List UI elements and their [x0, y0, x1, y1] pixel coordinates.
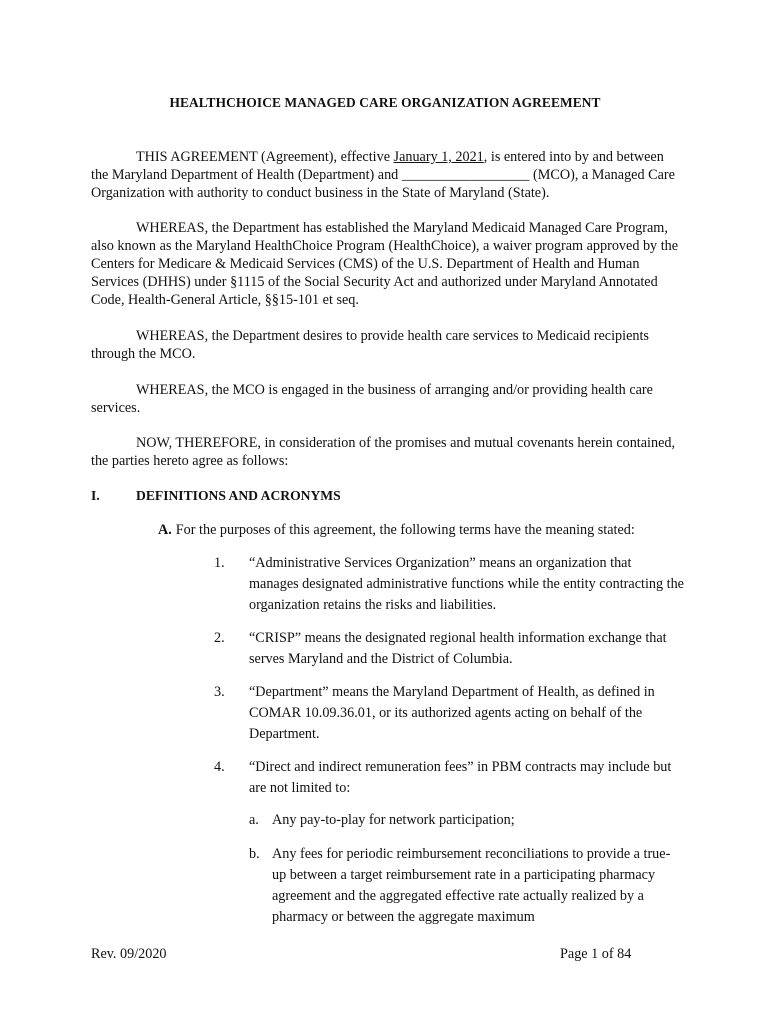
- whereas-paragraph-2: [91, 327, 681, 363]
- sub-item-letter: b.: [249, 846, 260, 862]
- definition-text: “Administrative Services Organization” means an organization that manages designated administrative functions while the entity contracting the organization retains the risks and liabilities.: [249, 555, 684, 613]
- definition-text: “CRISP” means the designated regional health information exchange that serves Maryland and the District of Columbia.: [249, 630, 667, 667]
- definition-number: 3.: [214, 684, 225, 700]
- section-number: I.: [91, 488, 100, 503]
- sub-item-text: Any pay-to-play for network participation;: [272, 812, 515, 828]
- section-title: DEFINITIONS AND ACRONYMS: [136, 488, 341, 503]
- sub-item-letter: a.: [249, 812, 259, 828]
- whereas-paragraph-1: [91, 219, 681, 309]
- effective-date: January 1, 2021: [393, 149, 484, 165]
- now-therefore-text: NOW, THEREFORE, in consideration of the promises and mutual covenants herein contained, the parties hereto agree as follows:: [91, 435, 676, 469]
- whereas-paragraph-3: [91, 381, 681, 417]
- page-title: HEALTHCHOICE MANAGED CARE ORGANIZATION AGREEMENT: [169, 95, 601, 110]
- subsection-a: [158, 521, 678, 539]
- intro-text-start: THIS AGREEMENT (Agreement), effective: [136, 149, 394, 165]
- whereas-text-2: WHEREAS, the Department desires to provide health care services to Medicaid recipients through the MCO.: [91, 328, 649, 362]
- now-therefore-paragraph: [91, 434, 681, 470]
- definition-text: “Direct and indirect remuneration fees” in PBM contracts may include but are not limited to:: [249, 759, 672, 796]
- definition-number: 2.: [214, 630, 225, 646]
- intro-paragraph: [91, 148, 681, 202]
- definition-text: “Department” means the Maryland Department of Health, as defined in COMAR 10.09.36.01, or its authorized agents acting on behalf of the Department.: [249, 684, 655, 742]
- subsection-letter: A.: [158, 522, 172, 538]
- sub-item-text: Any fees for periodic reimbursement reconciliations to provide a true-up between a target reimbursement rate in a participating pharmacy agreement and the aggregated effective rate actually realized by a pharmacy or between the aggregate maximum: [272, 846, 671, 925]
- whereas-text-3: WHEREAS, the MCO is engaged in the business of arranging and/or providing health care services.: [91, 382, 653, 416]
- definition-number: 4.: [214, 759, 225, 775]
- footer-revision: Rev. 09/2020: [91, 946, 167, 962]
- whereas-text-1: WHEREAS, the Department has established the Maryland Medicaid Managed Care Program, also known as the Maryland HealthChoice Program (HealthChoice), a waiver program approved by the Centers for Medicare & Medicaid Services (CMS) of the U.S. Department of Health and Human Services (DHHS) under §1115 of the Social Security Act and authorized under Maryland Annotated Code, Health-General Article, §§15-101 et seq.: [91, 220, 679, 308]
- footer-page-number: Page 1 of 84: [560, 946, 632, 962]
- section-heading: [91, 487, 341, 505]
- intro-text-end: , is entered into by and between the Maryland Department of Health (Department) and __________________ (MCO), a Managed Care Organization with authority to conduct business in the State of Maryland (State).: [91, 149, 675, 201]
- subsection-text: For the purposes of this agreement, the following terms have the meaning stated:: [175, 522, 635, 538]
- definition-number: 1.: [214, 555, 225, 571]
